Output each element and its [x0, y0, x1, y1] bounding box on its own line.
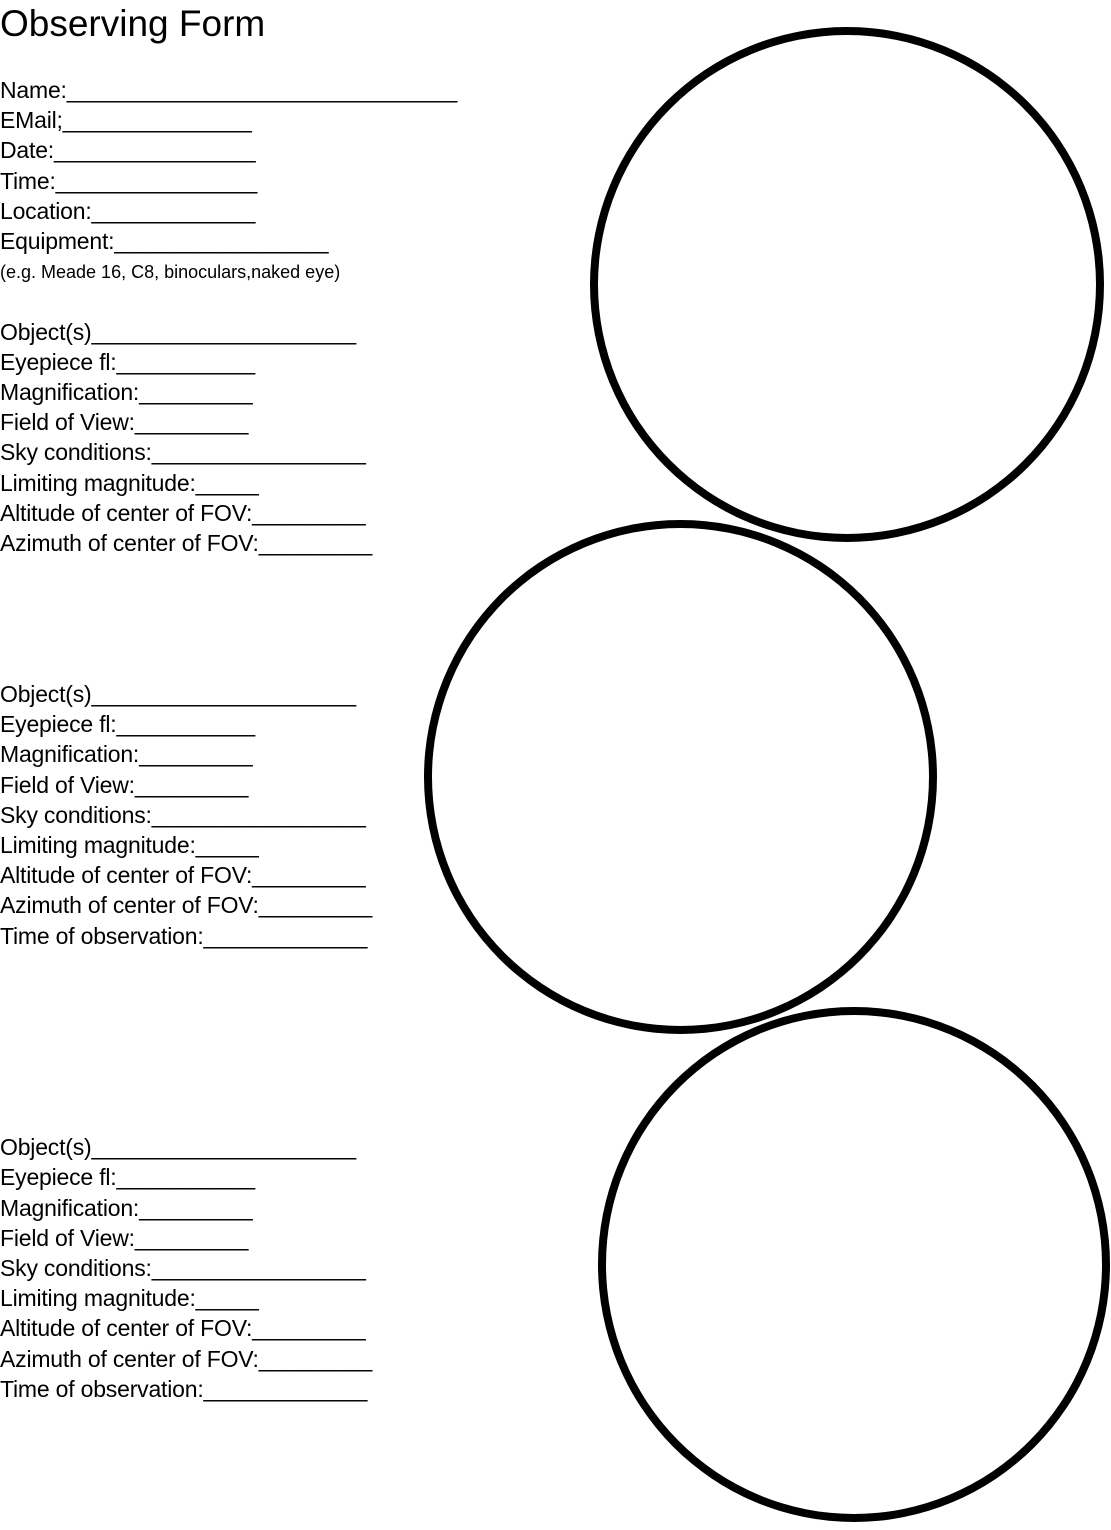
obs3-sky-conditions-field[interactable]: Sky conditions:_________________ [0, 1255, 366, 1281]
obs1-limiting-magnitude-field[interactable]: Limiting magnitude:_____ [0, 470, 259, 496]
obs1-magnification-field[interactable]: Magnification:_________ [0, 379, 253, 405]
obs2-altitude-field[interactable]: Altitude of center of FOV:_________ [0, 862, 366, 888]
obs1-field-of-view-field[interactable]: Field of View:_________ [0, 409, 249, 435]
obs1-objects-field[interactable]: Object(s)_____________________ [0, 319, 356, 345]
obs2-sky-conditions-field[interactable]: Sky conditions:_________________ [0, 802, 366, 828]
equipment-field[interactable]: Equipment:_________________ [0, 228, 329, 254]
time-field[interactable]: Time:________________ [0, 168, 258, 194]
location-field[interactable]: Location:_____________ [0, 198, 256, 224]
equipment-note: (e.g. Meade 16, C8, binoculars,naked eye) [0, 262, 341, 282]
obs3-limiting-magnitude-field[interactable]: Limiting magnitude:_____ [0, 1285, 259, 1311]
obs1-azimuth-field[interactable]: Azimuth of center of FOV:_________ [0, 530, 373, 556]
obs3-magnification-field[interactable]: Magnification:_________ [0, 1195, 253, 1221]
obs2-field-of-view-field[interactable]: Field of View:_________ [0, 772, 249, 798]
obs3-eyepiece-field[interactable]: Eyepiece fl:___________ [0, 1164, 256, 1190]
obs1-sky-conditions-field[interactable]: Sky conditions:_________________ [0, 439, 366, 465]
obs2-azimuth-field[interactable]: Azimuth of center of FOV:_________ [0, 892, 373, 918]
obs2-magnification-field[interactable]: Magnification:_________ [0, 741, 253, 767]
obs3-field-of-view-field[interactable]: Field of View:_________ [0, 1225, 249, 1251]
email-field[interactable]: EMail;_______________ [0, 107, 252, 133]
obs3-time-of-observation-field[interactable]: Time of observation:_____________ [0, 1376, 368, 1402]
obs1-eyepiece-field[interactable]: Eyepiece fl:___________ [0, 349, 256, 375]
obs2-eyepiece-field[interactable]: Eyepiece fl:___________ [0, 711, 256, 737]
form-title: Observing Form [0, 3, 266, 44]
obs3-objects-field[interactable]: Object(s)_____________________ [0, 1134, 356, 1160]
date-field[interactable]: Date:________________ [0, 137, 256, 163]
obs3-altitude-field[interactable]: Altitude of center of FOV:_________ [0, 1315, 366, 1341]
obs2-limiting-magnitude-field[interactable]: Limiting magnitude:_____ [0, 832, 259, 858]
obs1-altitude-field[interactable]: Altitude of center of FOV:_________ [0, 500, 366, 526]
obs3-azimuth-field[interactable]: Azimuth of center of FOV:_________ [0, 1346, 373, 1372]
fov-sketch-circle-1[interactable] [590, 27, 1104, 542]
obs2-objects-field[interactable]: Object(s)_____________________ [0, 681, 356, 707]
obs2-time-of-observation-field[interactable]: Time of observation:_____________ [0, 923, 368, 949]
name-field[interactable]: Name:_______________________________ [0, 77, 458, 103]
fov-sketch-circle-3[interactable] [598, 1007, 1110, 1522]
fov-sketch-circle-2[interactable] [424, 520, 937, 1034]
